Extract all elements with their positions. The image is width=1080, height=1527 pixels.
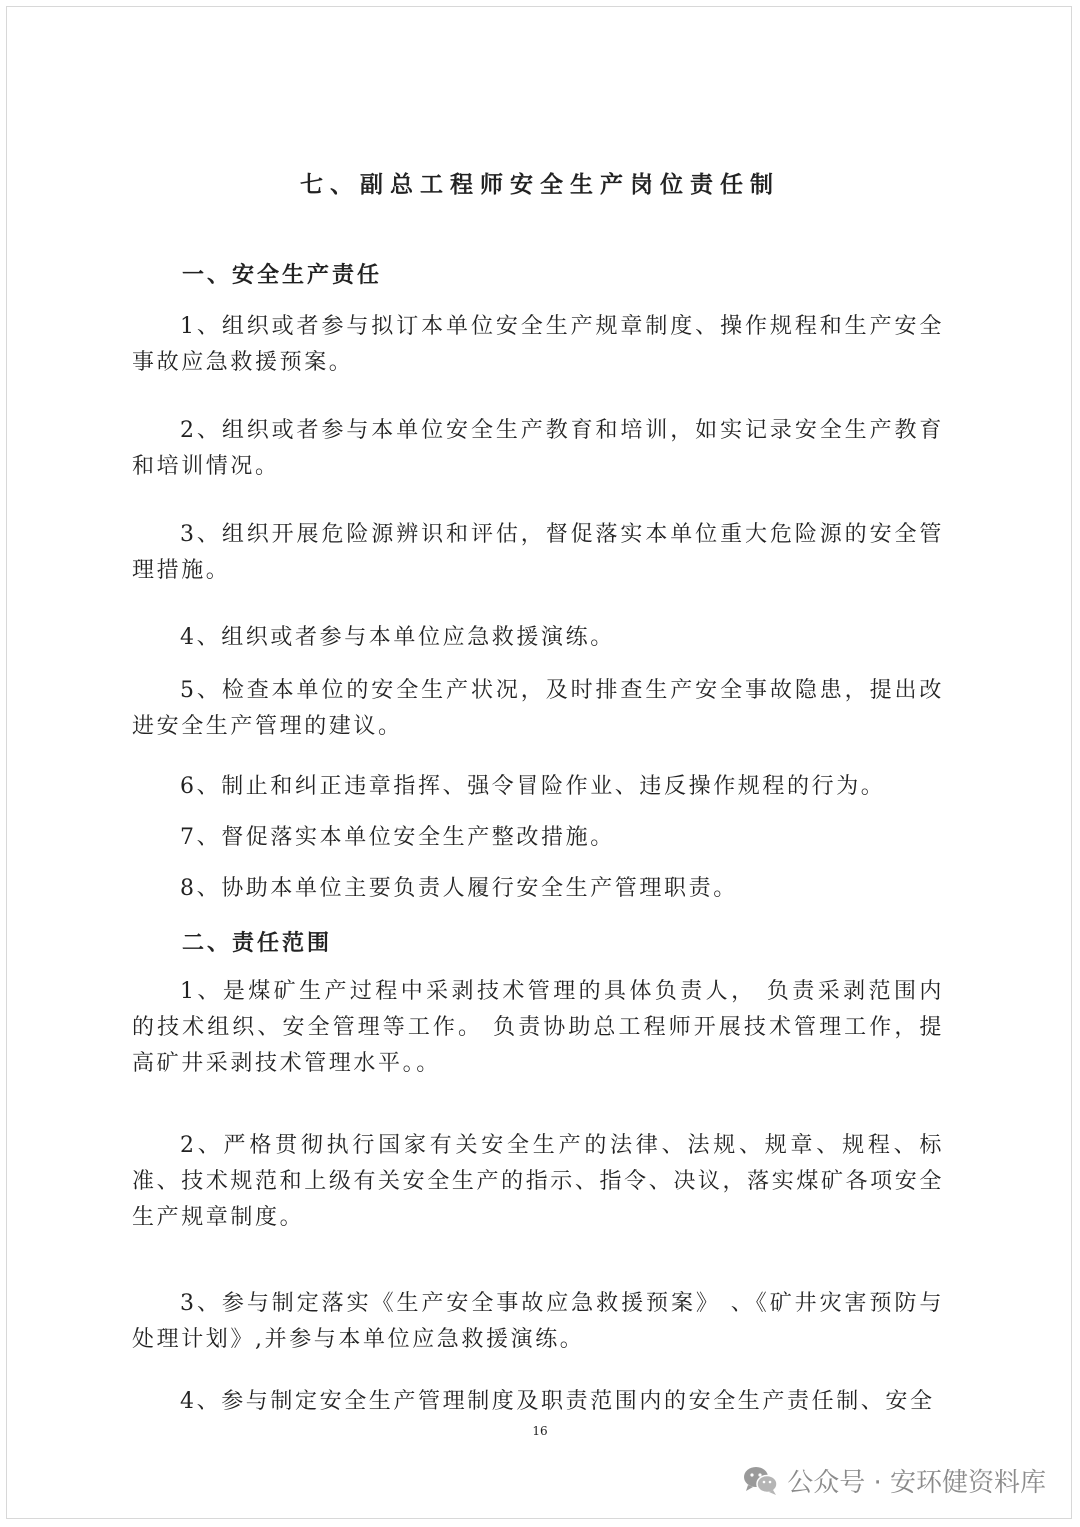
- watermark-text: 公众号 · 安环健资料库: [787, 1468, 1046, 1498]
- watermark: [743, 1462, 1046, 1499]
- paragraph: 2、组织或者参与本单位安全生产教育和培训，如实记录安全生产教育和培训情况。: [132, 418, 944, 479]
- wechat-icon: [743, 1466, 779, 1496]
- paragraph: 5、检查本单位的安全生产状况，及时排查生产安全事故隐患，提出改进安全生产管理的建议。: [132, 678, 944, 739]
- section-heading-scope: 二、责任范围: [182, 930, 333, 956]
- paragraph: 2、严格贯彻执行国家有关安全生产的法律、法规、规章、规程、标准、技术规范和上级有关安全生产的指示、指令、决议，落实煤矿各项安全生产规章制度。: [132, 1133, 944, 1230]
- page-title: 七、副总工程师安全生产岗位责任制: [300, 171, 780, 198]
- paragraph: 1、组织或者参与拟订本单位安全生产规章制度、操作规程和生产安全事故应急救援预案。: [132, 314, 944, 375]
- paragraph: 3、组织开展危险源辨识和评估，督促落实本单位重大危险源的安全管理措施。: [132, 522, 944, 583]
- paragraph: 8、协助本单位主要负责人履行安全生产管理职责。: [180, 876, 738, 901]
- paragraph: 4、组织或者参与本单位应急救援演练。: [180, 625, 615, 650]
- paragraph: 7、督促落实本单位安全生产整改措施。: [180, 825, 615, 850]
- paragraph: 3、参与制定落实《生产安全事故应急救援预案》 、《矿井灾害预防与处理计划》,并参与本单位应急救援演练。: [132, 1291, 944, 1352]
- section-heading-responsibility: 一、安全生产责任: [182, 262, 383, 288]
- paragraph: 4、参与制定安全生产管理制度及职责范围内的安全生产责任制、安全: [180, 1389, 935, 1414]
- paragraph: 6、制止和纠正违章指挥、强令冒险作业、违反操作规程的行为。: [180, 774, 886, 799]
- page-number: 16: [532, 1424, 548, 1438]
- paragraph: 1、是煤矿生产过程中采剥技术管理的具体负责人， 负责采剥范围内的技术组织、安全管理等工作。 负责协助总工程师开展技术管理工作，提高矿井采剥技术管理水平。。: [132, 979, 944, 1076]
